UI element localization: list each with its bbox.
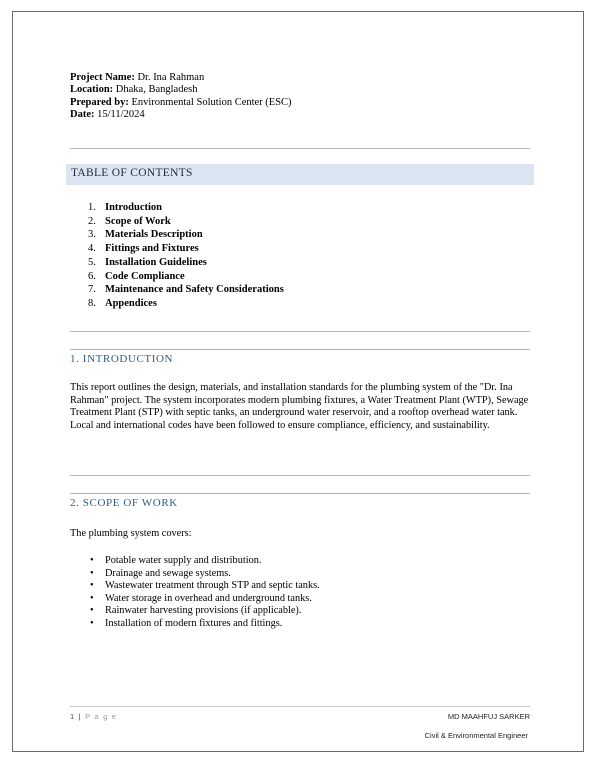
list-item	[90, 568, 320, 581]
list-item-text: Water storage in overhead and underground tanks.	[105, 592, 312, 604]
location-label: Location:	[70, 84, 114, 96]
toc-item-label: Scope of Work	[105, 215, 171, 227]
location-line	[70, 84, 292, 96]
toc-item-label: Code Compliance	[105, 270, 185, 282]
page-separator: |	[75, 712, 86, 721]
list-item-text: Installation of modern fixtures and fittings.	[105, 617, 283, 629]
list-item	[90, 593, 320, 606]
bullet-icon: •	[90, 617, 94, 629]
prepared-by-line	[70, 97, 292, 109]
footer-author: MD MAAHFUJ SARKER	[447, 712, 530, 721]
divider-rule	[70, 148, 530, 149]
date-value: 15/11/2024	[94, 109, 145, 121]
list-item-text: Drainage and sewage systems.	[105, 567, 231, 579]
list-item	[90, 618, 320, 631]
list-item	[90, 555, 320, 568]
project-name-line	[70, 72, 292, 84]
bullet-icon: •	[90, 592, 94, 604]
toc-item[interactable]	[88, 242, 284, 256]
list-item	[90, 605, 320, 618]
scope-heading: 2. SCOPE OF WORK	[70, 497, 178, 509]
toc-item-label: Appendices	[105, 297, 157, 309]
footer-rule	[70, 706, 530, 707]
date-label: Date:	[70, 109, 95, 121]
toc-item-number: 2.	[88, 215, 96, 227]
toc-item-number: 6.	[88, 270, 96, 282]
toc-item-number: 7.	[88, 284, 96, 296]
prepared-by-label: Prepared by:	[70, 96, 129, 108]
introduction-paragraph: This report outlines the design, materials, and installation standards for the plumbing system of the "Dr. Ina Rahman" project. The system incorporates modern plumbing fixtures, a Water Treatment Plant (WTP), Sewage Treatment Plant (STP) with septic tanks, an underground water reservoir, and a rooftop overhead water tank. Local and international codes have been followed to ensure compliance, efficiency, and sustainability.	[70, 382, 529, 431]
project-name-label: Project Name:	[70, 72, 135, 83]
toc-item-number: 1.	[88, 202, 96, 213]
divider-rule	[70, 331, 530, 332]
toc-heading: TABLE OF CONTENTS	[66, 164, 534, 185]
toc-item-number: 8.	[88, 297, 96, 309]
project-meta	[70, 72, 292, 122]
toc-item-number: 3.	[88, 229, 96, 241]
toc-item[interactable]	[88, 201, 284, 215]
bullet-icon: •	[90, 580, 94, 592]
toc-item[interactable]	[88, 270, 284, 284]
project-name-value: Dr. Ina Rahman	[134, 72, 205, 83]
section-rule	[70, 349, 530, 350]
toc-item-number: 5.	[88, 256, 96, 268]
toc-item[interactable]	[88, 256, 284, 270]
toc-item-label: Installation Guidelines	[105, 256, 207, 268]
prepared-by-value: Environmental Solution Center (ESC)	[128, 96, 292, 108]
toc-item-label: Introduction	[105, 202, 162, 213]
introduction-heading: 1. INTRODUCTION	[70, 353, 174, 365]
toc-item[interactable]	[88, 215, 284, 229]
toc-item[interactable]	[88, 297, 284, 311]
section-rule	[70, 493, 530, 494]
toc-item[interactable]	[88, 283, 284, 297]
page-word: P a g e	[85, 712, 118, 721]
list-item-text: Rainwater harvesting provisions (if applicable).	[105, 605, 302, 617]
toc-item-label: Materials Description	[105, 229, 203, 241]
date-line	[70, 109, 292, 121]
footer-page-number	[70, 712, 117, 721]
bullet-icon: •	[90, 605, 94, 617]
page-number: 1	[70, 712, 76, 721]
divider-rule	[70, 475, 530, 476]
location-value: Dhaka, Bangladesh	[113, 84, 198, 96]
list-item	[90, 580, 320, 593]
bullet-icon: •	[90, 555, 94, 566]
list-item-text: Wastewater treatment through STP and septic tanks.	[105, 580, 320, 592]
bullet-icon: •	[90, 567, 94, 579]
toc-item-label: Fittings and Fixtures	[105, 243, 199, 255]
toc-item[interactable]	[88, 228, 284, 242]
toc-item-number: 4.	[88, 243, 96, 255]
toc-list	[88, 201, 284, 311]
scope-bullet-list	[90, 555, 320, 631]
scope-lead-text: The plumbing system covers:	[70, 528, 192, 539]
footer-author-title: Civil & Environmental Engineer	[424, 731, 528, 740]
list-item-text: Potable water supply and distribution.	[105, 555, 262, 566]
toc-item-label: Maintenance and Safety Considerations	[105, 284, 284, 296]
